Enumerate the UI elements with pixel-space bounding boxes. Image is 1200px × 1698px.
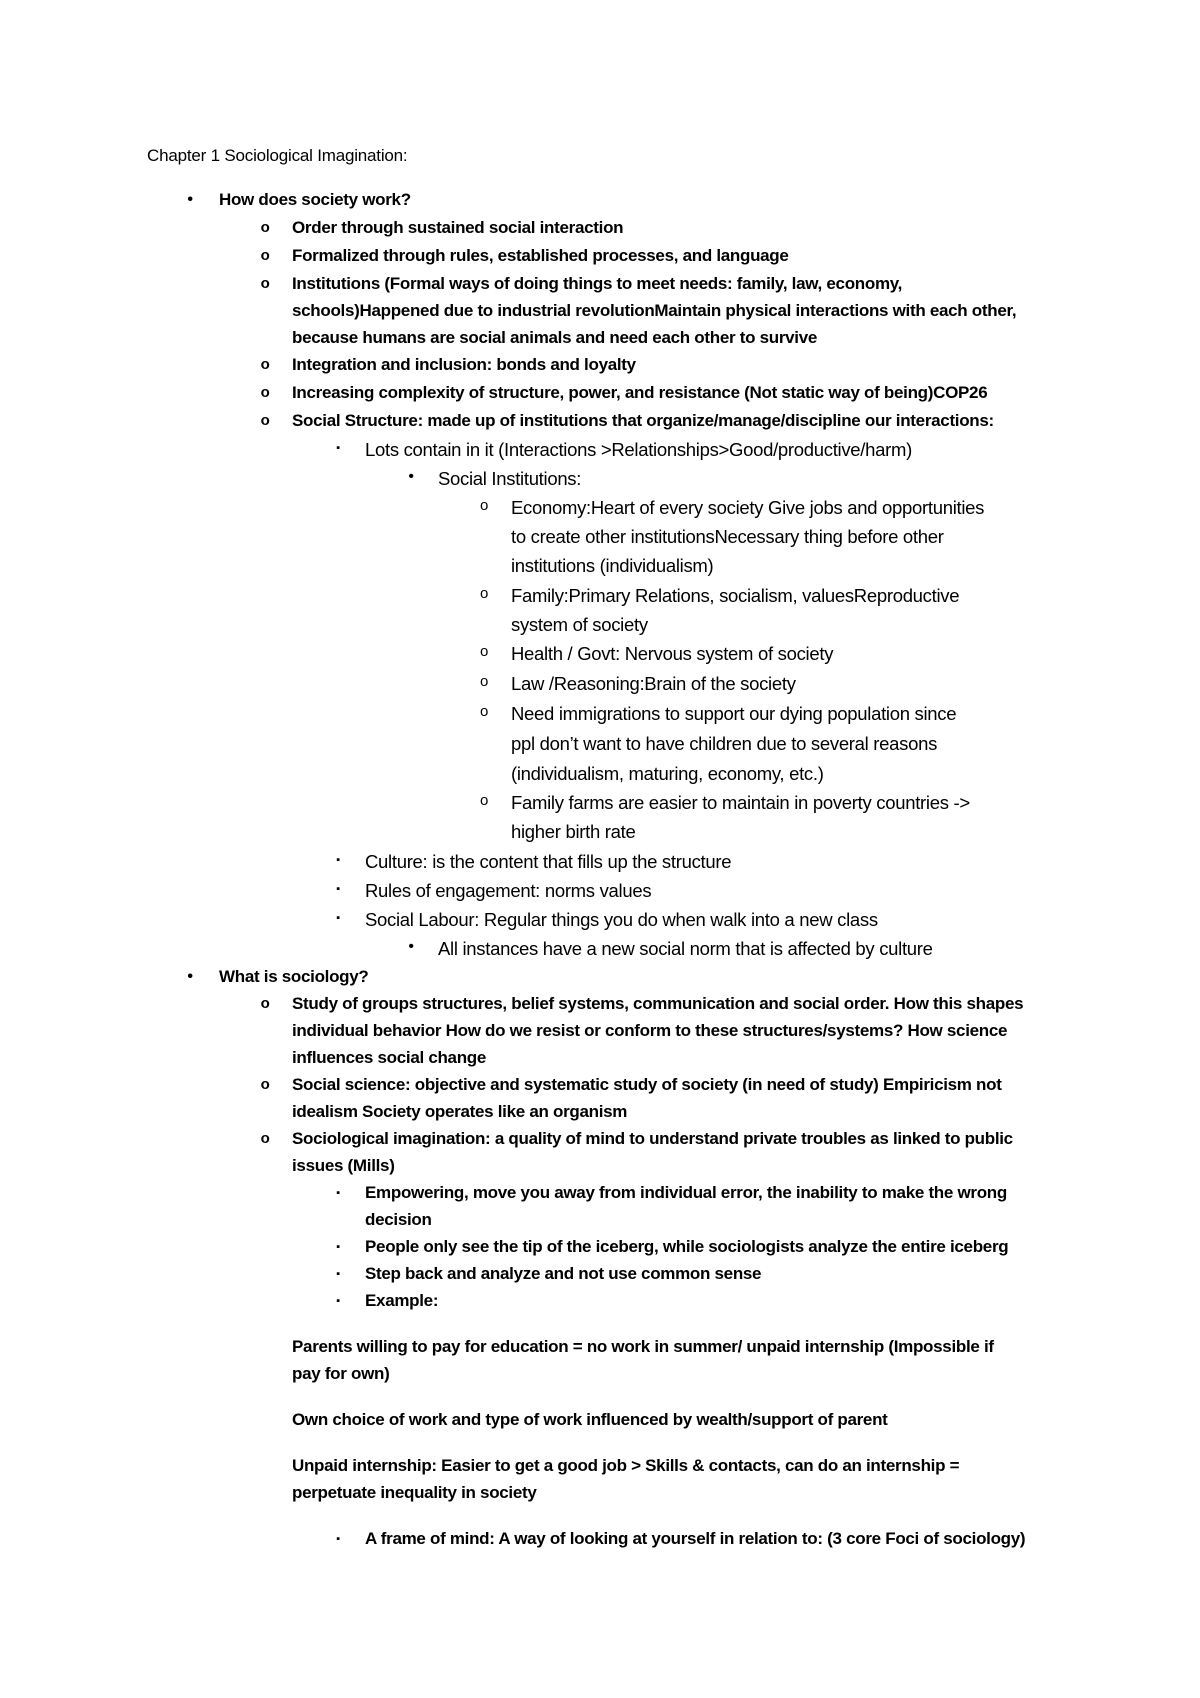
note-line: pay for own) [292, 1364, 390, 1383]
note-line: Social Institutions: [438, 468, 582, 489]
note-line: Example: [365, 1291, 439, 1310]
note-line: Integration and inclusion: bonds and loyalty [292, 355, 636, 374]
bullet-circle-icon: o [260, 247, 270, 264]
note-line: Sociological imagination: a quality of mind to understand private troubles as linked to public [292, 1129, 1013, 1148]
note-line: to create other institutionsNecessary thing before other [511, 526, 944, 547]
bullet-circle-icon: o [260, 356, 270, 373]
bullet-circle-icon: o [260, 219, 270, 236]
note-line: higher birth rate [511, 821, 636, 842]
note-line: Parents willing to pay for education = no work in summer/ unpaid internship (Impossible if [292, 1337, 994, 1356]
bullet-circle-icon: o [260, 1076, 270, 1093]
note-line: Family farms are easier to maintain in poverty countries -> [511, 792, 970, 813]
bullet-square-icon: ▪ [336, 1533, 340, 1545]
note-line: Economy:Heart of every society Give jobs and opportunities [511, 497, 985, 518]
note-line: Health / Govt: Nervous system of society [511, 643, 834, 664]
note-line: schools)Happened due to industrial revolutionMaintain physical interactions with each other, [292, 301, 1017, 320]
note-line: decision [365, 1210, 432, 1229]
note-line: Unpaid internship: Easier to get a good job > Skills & contacts, can do an internship = [292, 1456, 960, 1475]
bullet-square-icon: ▪ [336, 1187, 340, 1199]
bullet-disc-icon: • [187, 968, 193, 985]
note-line: Social science: objective and systematic study of society (in need of study) Empiricism not [292, 1075, 1002, 1094]
bullet-square-icon: ▪ [336, 912, 340, 924]
note-line: People only see the tip of the iceberg, while sociologists analyze the entire iceberg [365, 1237, 1009, 1256]
bullet-square-icon: ▪ [336, 1241, 340, 1253]
note-line: system of society [511, 614, 648, 635]
note-line: individual behavior How do we resist or conform to these structures/systems? How science [292, 1021, 1008, 1040]
note-line: Social Labour: Regular things you do when walk into a new class [365, 909, 878, 930]
bullet-disc-icon: • [408, 938, 414, 955]
note-line: Law /Reasoning:Brain of the society [511, 673, 796, 694]
bullet-circle-icon: o [479, 673, 489, 690]
note-line: Rules of engagement: norms values [365, 880, 652, 901]
bullet-circle-icon: o [260, 384, 270, 401]
note-line: idealism Society operates like an organism [292, 1102, 628, 1121]
bullet-circle-icon: o [479, 497, 489, 514]
note-line: Culture: is the content that fills up the structure [365, 851, 732, 872]
bullet-square-icon: ▪ [336, 854, 340, 866]
bullet-circle-icon: o [260, 995, 270, 1012]
note-line: A frame of mind: A way of looking at yourself in relation to: (3 core Foci of sociology) [365, 1529, 1026, 1548]
bullet-circle-icon: o [479, 585, 489, 602]
bullet-disc-icon: • [187, 191, 193, 208]
bullet-circle-icon: o [479, 792, 489, 809]
note-line: Empowering, move you away from individual error, the inability to make the wrong [365, 1183, 1007, 1202]
document-title: Chapter 1 Sociological Imagination: [147, 146, 408, 165]
note-line: ppl don’t want to have children due to several reasons [511, 733, 938, 754]
bullet-circle-icon: o [260, 1130, 270, 1147]
note-line: (individualism, maturing, economy, etc.) [511, 763, 824, 784]
note-line: institutions (individualism) [511, 555, 714, 576]
bullet-circle-icon: o [479, 703, 489, 720]
bullet-square-icon: ▪ [336, 1295, 340, 1307]
note-line: influences social change [292, 1048, 487, 1067]
note-line: perpetuate inequality in society [292, 1483, 537, 1502]
note-line: Formalized through rules, established processes, and language [292, 246, 789, 265]
bullet-disc-icon: • [408, 468, 414, 485]
note-line: How does society work? [219, 190, 411, 209]
bullet-square-icon: ▪ [336, 1268, 340, 1280]
bullet-square-icon: ▪ [336, 883, 340, 895]
note-line: Step back and analyze and not use common sense [365, 1264, 762, 1283]
bullet-circle-icon: o [260, 275, 270, 292]
bullet-circle-icon: o [479, 643, 489, 660]
note-line: issues (Mills) [292, 1156, 395, 1175]
note-line: All instances have a new social norm that is affected by culture [438, 938, 933, 959]
note-line: What is sociology? [219, 967, 369, 986]
note-line: Lots contain in it (Interactions >Relationships>Good/productive/harm) [365, 439, 912, 460]
note-line: Need immigrations to support our dying population since [511, 703, 957, 724]
note-line: Family:Primary Relations, socialism, valuesReproductive [511, 585, 960, 606]
note-line: Study of groups structures, belief systems, communication and social order. How this shapes [292, 994, 1024, 1013]
note-line: Order through sustained social interaction [292, 218, 624, 237]
bullet-square-icon: ▪ [336, 442, 340, 454]
note-line: Institutions (Formal ways of doing things to meet needs: family, law, economy, [292, 274, 903, 293]
note-line: Social Structure: made up of institutions that organize/manage/discipline our interactions: [292, 411, 994, 430]
bullet-circle-icon: o [260, 412, 270, 429]
note-line: Increasing complexity of structure, power, and resistance (Not static way of being)COP26 [292, 383, 988, 402]
note-line: Own choice of work and type of work influenced by wealth/support of parent [292, 1410, 888, 1429]
note-line: because humans are social animals and need each other to survive [292, 328, 818, 347]
